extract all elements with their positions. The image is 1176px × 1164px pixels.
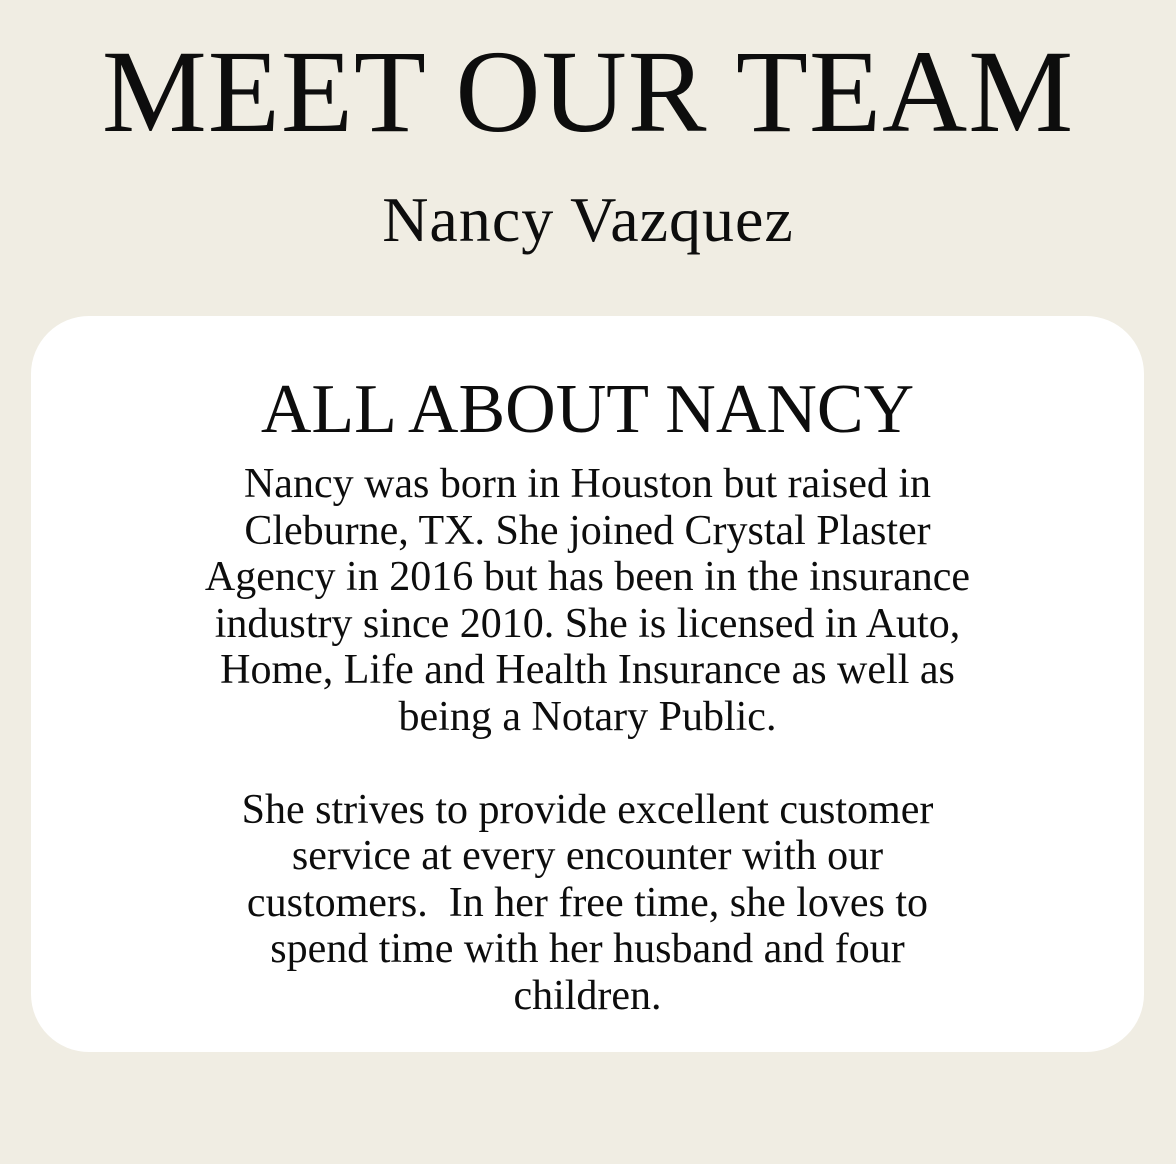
bio-line: industry since 2010. She is licensed in Auto,: [214, 600, 961, 647]
about-card: [31, 316, 1144, 1052]
bio-line: Cleburne, TX. She joined Crystal Plaster: [244, 507, 931, 554]
bio-line: service at every encounter with our: [291, 833, 884, 879]
bio-line: children.: [513, 972, 662, 1019]
bio-line: customers. In her free time, she loves to: [246, 879, 929, 926]
bio-line: spend time with her husband and four: [270, 926, 905, 972]
bio-line: She strives to provide excellent customer: [241, 786, 934, 833]
about-heading: ALL ABOUT NANCY: [260, 371, 915, 448]
about-body: [51, 461, 1124, 1019]
bio-line: being a Notary Public.: [398, 693, 777, 740]
paragraph-spacer: [51, 740, 1124, 787]
bio-line: Nancy was born in Houston but raised in: [243, 461, 932, 507]
member-name: Nancy Vazquez: [382, 184, 794, 255]
bio-line: Home, Life and Health Insurance as well as: [220, 647, 955, 693]
bio-line: Agency in 2016 but has been in the insurance: [204, 554, 971, 600]
page-title: MEET OUR TEAM: [101, 26, 1075, 157]
